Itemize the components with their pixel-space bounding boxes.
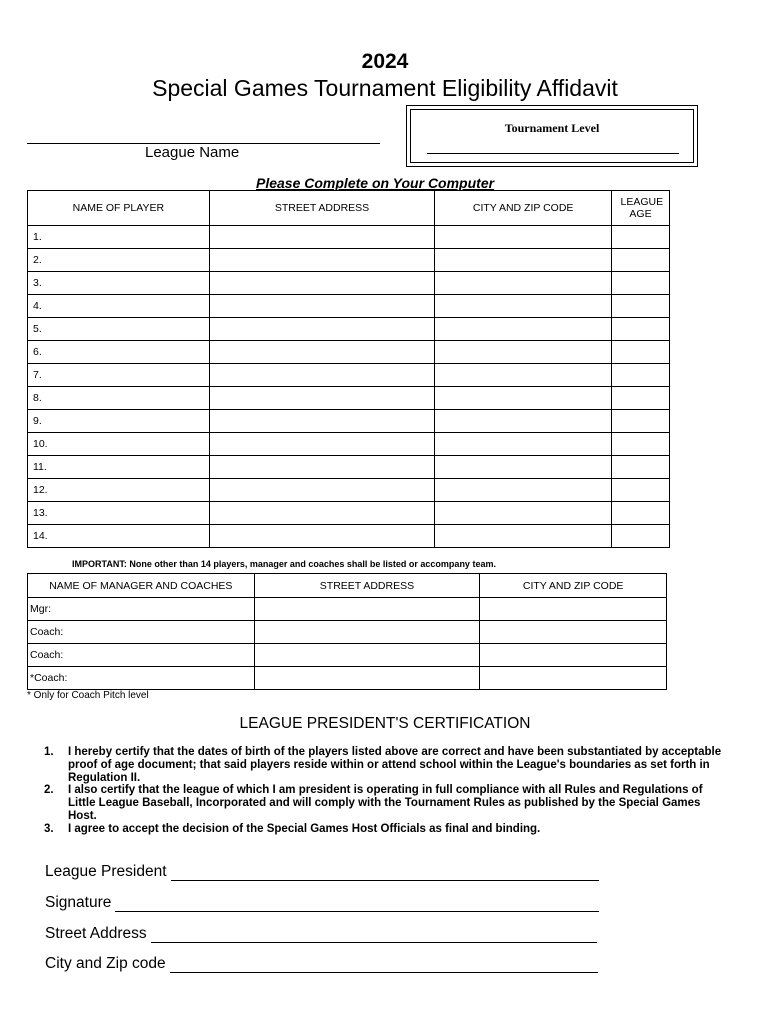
player-name-cell[interactable]: 5. <box>28 318 210 341</box>
certification-title: LEAGUE PRESIDENT'S CERTIFICATION <box>239 715 531 732</box>
signature-row <box>45 894 599 912</box>
player-row <box>28 502 670 525</box>
city-zip-cell[interactable] <box>435 502 612 525</box>
tournament-level-field[interactable] <box>427 153 679 154</box>
city-zip-row <box>45 955 598 973</box>
city-zip-cell[interactable] <box>480 644 667 667</box>
certification-number: 3. <box>44 822 54 835</box>
important-note: IMPORTANT: None other than 14 players, manager and coaches shall be listed or accompany team. <box>72 559 496 569</box>
league-age-cell[interactable] <box>612 410 670 433</box>
city-zip-cell[interactable] <box>480 621 667 644</box>
street-address-cell[interactable] <box>209 295 435 318</box>
league-age-cell[interactable] <box>612 456 670 479</box>
city-zip-cell[interactable] <box>435 272 612 295</box>
column-header: STREET ADDRESS <box>209 191 435 226</box>
league-age-cell[interactable] <box>612 249 670 272</box>
city-zip-cell[interactable] <box>480 667 667 690</box>
tournament-level-box <box>406 105 698 167</box>
street-address-cell[interactable] <box>209 272 435 295</box>
player-row <box>28 433 670 456</box>
certification-number: 2. <box>44 784 54 797</box>
column-header-text: LEAGUE AGE <box>620 196 664 220</box>
street-address-row <box>45 925 597 943</box>
column-header: NAME OF PLAYER <box>28 191 210 226</box>
column-header <box>612 191 670 226</box>
street-address-cell[interactable] <box>209 433 435 456</box>
player-row <box>28 249 670 272</box>
city-zip-label: City and Zip code <box>45 955 166 972</box>
league-age-cell[interactable] <box>612 226 670 249</box>
league-president-field[interactable] <box>171 866 599 881</box>
street-address-cell[interactable] <box>209 479 435 502</box>
staff-row <box>28 644 667 667</box>
instruction-text: Please Complete on Your Computer <box>256 175 495 191</box>
league-age-cell[interactable] <box>612 272 670 295</box>
player-name-cell[interactable]: 10. <box>28 433 210 456</box>
league-age-cell[interactable] <box>612 295 670 318</box>
street-address-cell[interactable] <box>254 598 480 621</box>
player-row <box>28 295 670 318</box>
street-address-cell[interactable] <box>209 341 435 364</box>
league-age-cell[interactable] <box>612 341 670 364</box>
street-address-cell[interactable] <box>209 502 435 525</box>
street-address-cell[interactable] <box>209 525 435 548</box>
league-name-label: League Name <box>145 144 240 161</box>
city-zip-cell[interactable] <box>435 479 612 502</box>
street-address-field[interactable] <box>151 928 597 943</box>
signature-label: Signature <box>45 894 112 911</box>
player-name-cell[interactable]: 2. <box>28 249 210 272</box>
staff-name-cell[interactable]: Coach: <box>28 621 255 644</box>
player-name-cell[interactable]: 14. <box>28 525 210 548</box>
column-header: NAME OF MANAGER AND COACHES <box>28 574 255 598</box>
certification-item <box>44 746 724 784</box>
player-row <box>28 226 670 249</box>
street-address-cell[interactable] <box>209 410 435 433</box>
league-president-row <box>45 863 599 881</box>
footnote: * Only for Coach Pitch level <box>27 690 149 701</box>
street-address-cell[interactable] <box>209 456 435 479</box>
staff-name-cell[interactable]: Mgr: <box>28 598 255 621</box>
player-row <box>28 341 670 364</box>
player-name-cell[interactable]: 13. <box>28 502 210 525</box>
street-address-label: Street Address <box>45 925 147 942</box>
tournament-level-inner-border <box>410 109 694 163</box>
form-title: Special Games Tournament Eligibility Affidavit <box>152 75 618 101</box>
player-row <box>28 364 670 387</box>
player-row <box>28 387 670 410</box>
column-header: CITY AND ZIP CODE <box>435 191 612 226</box>
certification-text: I agree to accept the decision of the Special Games Host Officials as final and binding. <box>68 822 541 835</box>
staff-row <box>28 667 667 690</box>
league-president-label: League President <box>45 863 167 880</box>
city-zip-cell[interactable] <box>435 226 612 249</box>
city-zip-cell[interactable] <box>435 387 612 410</box>
city-zip-cell[interactable] <box>435 341 612 364</box>
certification-item <box>44 784 724 822</box>
player-name-cell[interactable]: 4. <box>28 295 210 318</box>
street-address-cell[interactable] <box>209 364 435 387</box>
certification-item <box>44 823 724 836</box>
player-row <box>28 318 670 341</box>
column-header: STREET ADDRESS <box>254 574 480 598</box>
form-year: 2024 <box>361 50 409 73</box>
player-name-cell[interactable]: 8. <box>28 387 210 410</box>
player-name-cell[interactable]: 11. <box>28 456 210 479</box>
player-row <box>28 525 670 548</box>
city-zip-cell[interactable] <box>435 456 612 479</box>
staff-name-cell[interactable]: *Coach: <box>28 667 255 690</box>
player-name-cell[interactable]: 7. <box>28 364 210 387</box>
street-address-cell[interactable] <box>209 226 435 249</box>
player-name-cell[interactable]: 3. <box>28 272 210 295</box>
street-address-cell[interactable] <box>254 644 480 667</box>
player-name-cell[interactable]: 9. <box>28 410 210 433</box>
certification-text: I also certify that the league of which I am president is operating in full compliance with all Rules and Regulations of Little League Baseball, Incorporated and will comply with the Tournament Rules as published by the Special Games Host. <box>68 784 703 822</box>
player-row <box>28 479 670 502</box>
league-age-cell[interactable] <box>612 479 670 502</box>
column-header: CITY AND ZIP CODE <box>480 574 667 598</box>
city-zip-cell[interactable] <box>435 318 612 341</box>
city-zip-cell[interactable] <box>435 525 612 548</box>
signature-field[interactable] <box>115 897 599 912</box>
staff-row <box>28 621 667 644</box>
street-address-cell[interactable] <box>254 667 480 690</box>
certification-text: I hereby certify that the dates of birth of the players listed above are correct and have been substantiated by acceptable proof of age document; that said players reside within or attend school within the League's boundaries as set forth in Regulation II. <box>68 746 722 784</box>
certification-number: 1. <box>44 746 54 758</box>
league-age-cell[interactable] <box>612 433 670 456</box>
players-table <box>27 190 670 548</box>
player-name-cell[interactable]: 12. <box>28 479 210 502</box>
player-row <box>28 410 670 433</box>
player-name-cell[interactable]: 6. <box>28 341 210 364</box>
staff-row <box>28 598 667 621</box>
staff-name-cell[interactable]: Coach: <box>28 644 255 667</box>
player-name-cell[interactable]: 1. <box>28 226 210 249</box>
player-row <box>28 456 670 479</box>
players-table-header <box>28 191 670 226</box>
league-age-cell[interactable] <box>612 387 670 410</box>
city-zip-field[interactable] <box>170 958 598 973</box>
street-address-cell[interactable] <box>254 621 480 644</box>
city-zip-cell[interactable] <box>435 249 612 272</box>
player-row <box>28 272 670 295</box>
league-age-cell[interactable] <box>612 525 670 548</box>
tournament-level-label: Tournament Level <box>504 121 600 135</box>
city-zip-cell[interactable] <box>435 364 612 387</box>
staff-table <box>27 573 667 690</box>
city-zip-cell[interactable] <box>435 410 612 433</box>
staff-table-header <box>28 574 667 598</box>
city-zip-cell[interactable] <box>435 295 612 318</box>
street-address-cell[interactable] <box>209 387 435 410</box>
league-age-cell[interactable] <box>612 364 670 387</box>
street-address-cell[interactable] <box>209 249 435 272</box>
city-zip-cell[interactable] <box>435 433 612 456</box>
certification-list <box>44 746 724 836</box>
street-address-cell[interactable] <box>209 318 435 341</box>
league-age-cell[interactable] <box>612 502 670 525</box>
league-age-cell[interactable] <box>612 318 670 341</box>
city-zip-cell[interactable] <box>480 598 667 621</box>
